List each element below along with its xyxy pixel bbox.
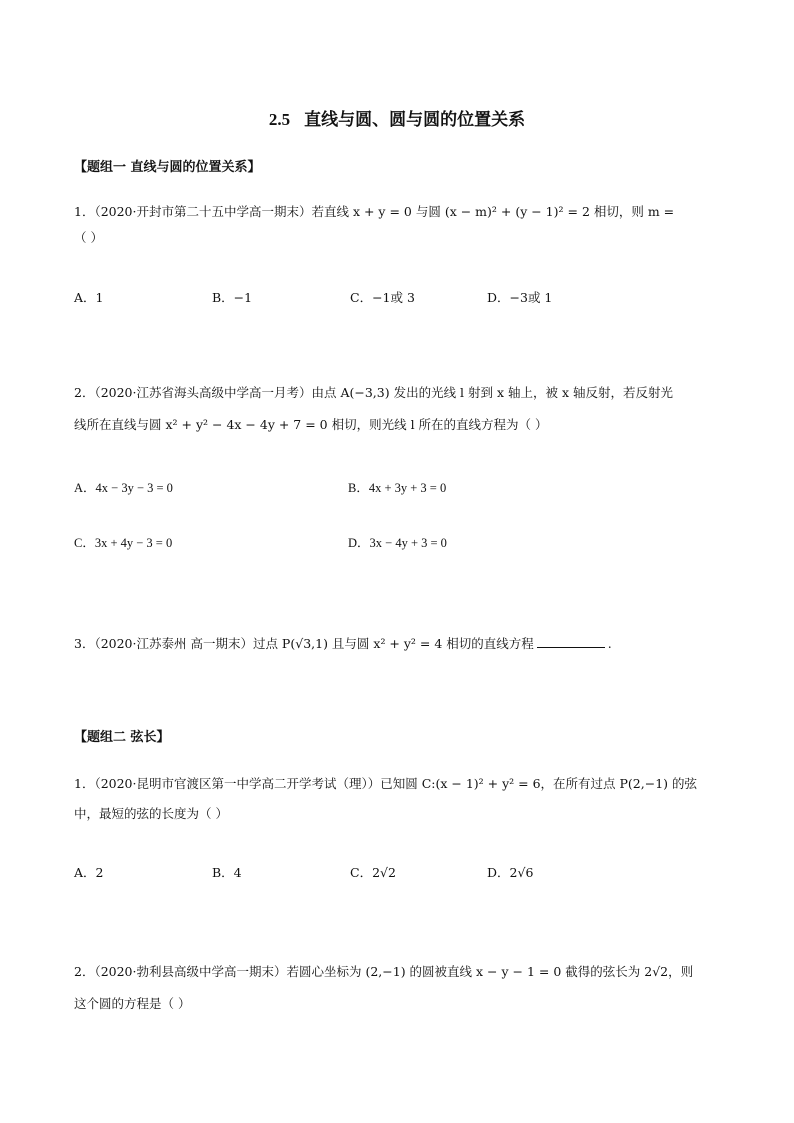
g1-q2-option-b: B．4x + 3y + 3 = 0: [348, 481, 447, 495]
g2-q1-stem-line1: 1．（2020·昆明市官渡区第一中学高二开学考试（理））已知圆 C:(x − 1)² + y² = 6，在所有过点 P(2,−1) 的弦: [74, 776, 698, 791]
g2-q1-option-b: B．4: [212, 865, 242, 880]
g2-question1: [74, 774, 724, 824]
g2-q1-option-a: A．2: [74, 865, 104, 880]
g1-q1-option-c: C．−1或 3: [350, 290, 415, 305]
g1-q2-stem-line2: 线所在直线与圆 x² + y² − 4x − 4y + 7 = 0 相切，则光线 l 所在的直线方程为（ ）: [74, 417, 548, 432]
g1-q2-option-a: A．4x − 3y − 3 = 0: [74, 481, 173, 495]
section-number: 2.5: [268, 110, 291, 129]
g1-q1-stem-line2: （ ）: [74, 230, 103, 245]
g2-q2-stem-line1: 2．（2020·勃利县高级中学高一期末）若圆心坐标为 (2,−1) 的圆被直线 x − y − 1 = 0 截得的弦长为 2√2，则: [74, 964, 694, 979]
group2-heading: 【题组二 弦长】: [74, 730, 170, 745]
g2-q1-option-c: C．2√2: [350, 865, 396, 880]
g1-question2: [74, 383, 724, 435]
g1-q1-option-a: A．1: [74, 290, 104, 305]
g1-q2-option-c: C．3x + 4y − 3 = 0: [74, 536, 173, 550]
g1-q1-option-b: B．−1: [212, 290, 253, 305]
g1-q1-stem-line1: 1．（2020·开封市第二十五中学高一期末）若直线 x + y = 0 与圆 (x − m)² + (y − 1)² = 2 相切，则 m =: [74, 204, 675, 219]
g1-q2-option-d: D．3x − 4y + 3 = 0: [348, 536, 447, 550]
g2-q1-option-d: D．2√6: [487, 865, 534, 880]
section-title: 直线与圆、圆与圆的位置关系: [304, 110, 526, 130]
g1-q1-option-d: D．−3或 1: [487, 290, 553, 305]
g2-question2: [74, 962, 724, 1014]
answer-blank[interactable]: [537, 635, 605, 648]
group1-heading: 【题组一 直线与圆的位置关系】: [74, 160, 261, 175]
g1-q3-stem: 3．（2020·江苏泰州 高一期末）过点 P(√3,1) 且与圆 x² + y² = 4 相切的直线方程: [74, 636, 534, 651]
g1-q3-end: .: [607, 636, 612, 651]
page-title: [0, 105, 794, 130]
g2-q1-stem-line2: 中，最短的弦的长度为（ ）: [74, 806, 228, 821]
g1-q2-stem-line1: 2．（2020·江苏省海头高级中学高一月考）由点 A(−3,3) 发出的光线 l 射到 x 轴上，被 x 轴反射，若反射光: [74, 385, 674, 400]
g2-q2-stem-line2: 这个圆的方程是（ ）: [74, 996, 191, 1011]
g1-question3: [74, 634, 724, 654]
g1-question1: [74, 202, 724, 248]
